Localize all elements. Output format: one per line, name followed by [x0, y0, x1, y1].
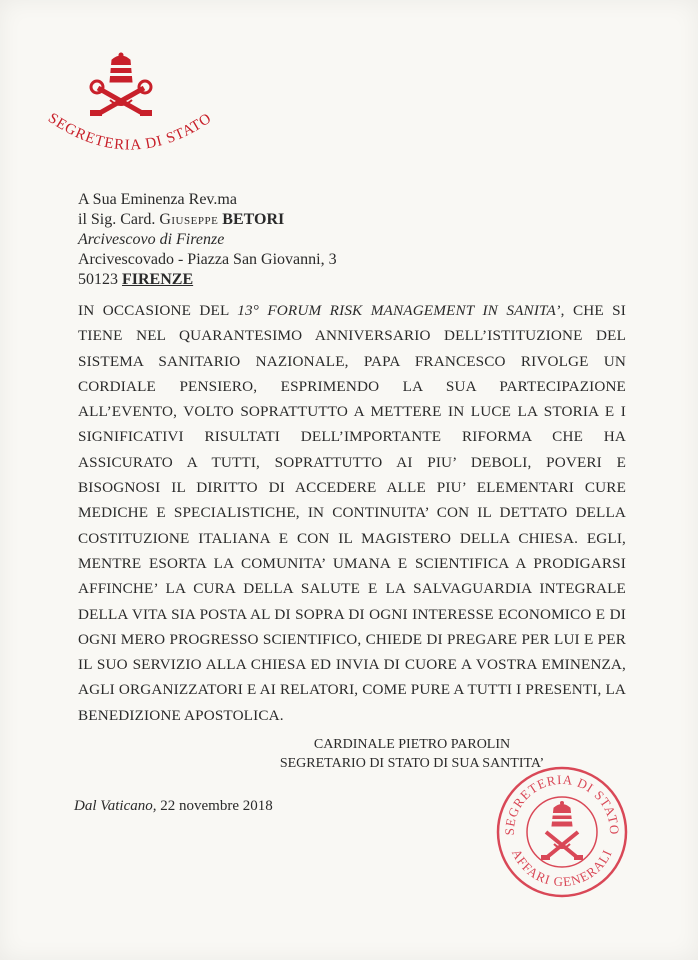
body-intro: IN OCCASIONE DEL: [78, 302, 238, 319]
stamp-bottom-text: AFFARI GENERALI: [508, 846, 615, 890]
dateline-place: Dal Vaticano,: [74, 798, 157, 814]
recipient-line-3: Arcivescovo di Firenze: [78, 231, 225, 248]
recipient-line-4: Arcivescovado - Piazza San Giovanni, 3: [78, 251, 337, 268]
recipient-prefix: il Sig. Card.: [78, 211, 156, 228]
papal-coat-of-arms-icon: [90, 53, 152, 117]
body-event-name: 13° FORUM RISK MANAGEMENT IN SANITA’: [237, 302, 561, 319]
body-main-text: , CHE SI TIENE NEL QUARANTESIMO ANNIVERSARIO DELL’ISTITUZIONE DEL SISTEMA SANITARIO NAZIONALE, PAPA FRANCESCO RIVOLGE UN CORDIALE PENSIERO, ESPRIMENDO LA SUA PARTECIPAZIONE ALL’EVENTO, VOLTO SOPRATTUTTO A METTERE IN LUCE LA STORIA E I SIGNIFICATIVI RISULTATI DELL’IMPORTANTE RIFORMA CHE HA ASSICURATO A TUTTI, SOPRATTUTTO AI PIU’ DEBOLI, POVERI E BISOGNOSI IL DIRITTO DI ACCEDERE ALLE PIU’ ELEMENTARI CURE MEDICHE E SPECIALISTICHE, IN CONTINUITA’ CON IL DETTATO DELLA COSTITUZIONE ITALIANA E CON IL MAGISTERO DELLA CHIESA. EGLI, MENTRE ESORTA LA COMUNITA’ UMANA E SCIENTIFICA A PRODIGARSI AFFINCHE’ LA CURA DELLA SALUTE E LA SALVAGUARDIA INTEGRALE DELLA VITA SIA POSTA AL DI SOPRA DI OGNI INTERESSE ECONOMICO E DI OGNI MERO PROGRESSO SCIENTIFICO, CHIEDE DI PREGARE PER LUI E PER IL SUO SERVIZIO ALLA CHIESA ED INVIA DI CUORE A VOSTRA EMINENZA, AGLI ORGANIZZATORI E AI RELATORI, COME PURE A TUTTI I PRESENTI, LA BENEDIZIONE APOSTOLICA.: [78, 302, 626, 724]
signatory-name: CARDINALE PIETRO PAROLIN: [313, 737, 511, 752]
recipient-surname: BETORI: [222, 211, 285, 228]
official-stamp: [494, 764, 630, 900]
signatory-title: SEGRETARIO DI STATO DI SUA SANTITA’: [279, 756, 545, 771]
svg-text:SEGRETERIA DI STATO: [45, 110, 215, 153]
dateline: [74, 798, 273, 815]
recipient-line-1: A Sua Eminenza Rev.ma: [78, 191, 237, 208]
recipient-postal-code: 50123: [78, 271, 118, 288]
recipient-first-name: Giuseppe: [159, 211, 219, 228]
recipient-line-2: [78, 210, 337, 230]
dateline-date: 22 novembre 2018: [160, 798, 273, 814]
letter-body: [78, 298, 626, 728]
letterhead-seal: [40, 52, 215, 167]
recipient-line-5: [78, 270, 337, 290]
letterhead-arc-text: SEGRETERIA DI STATO: [44, 110, 215, 154]
recipient-address: [78, 190, 337, 290]
recipient-city: FIRENZE: [122, 271, 194, 288]
papal-coat-of-arms-icon: [541, 801, 583, 860]
stamp-top-text: SEGRETERIA DI STATO: [501, 771, 623, 836]
